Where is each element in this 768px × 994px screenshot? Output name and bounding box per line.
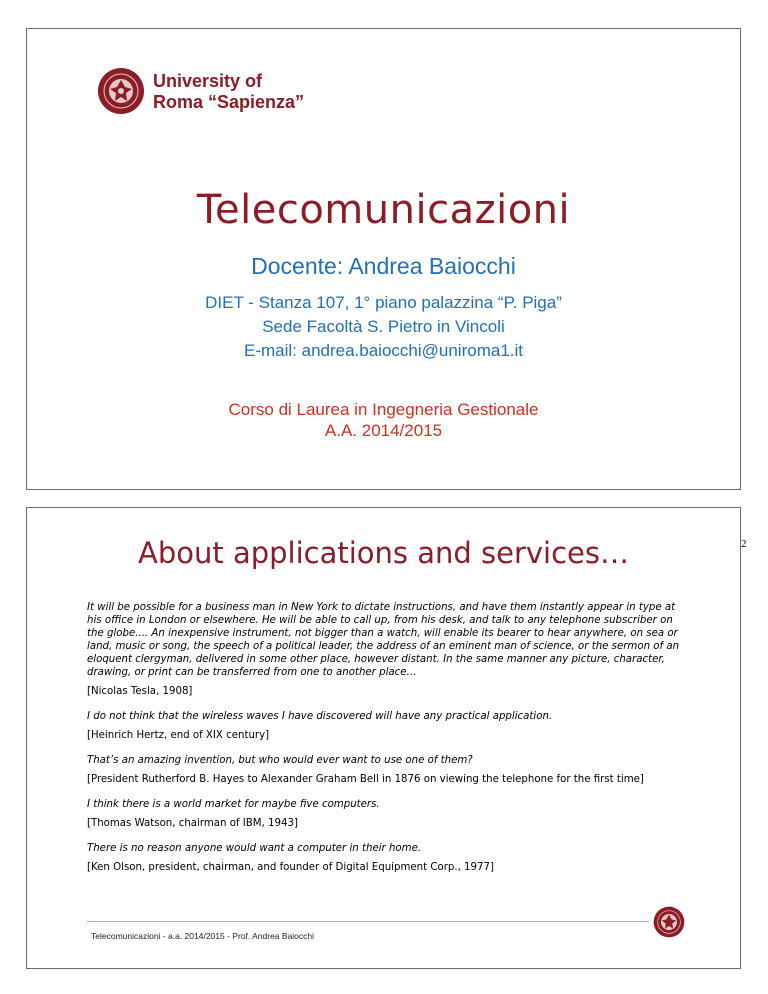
quote-attribution: [Heinrich Hertz, end of XIX century]: [87, 730, 270, 741]
address-line: DIET - Stanza 107, 1° piano palazzina “P. Piga”: [205, 293, 562, 312]
contact-info: [27, 291, 740, 363]
sapienza-seal-icon: [653, 906, 685, 938]
quotes-slide: [26, 507, 741, 969]
quote-text: I think there is a world market for maybe five computers.: [87, 799, 380, 810]
quote-attribution: [Thomas Watson, chairman of IBM, 1943]: [87, 818, 298, 829]
quote-text: I do not think that the wireless waves I have discovered will have any practical application.: [87, 711, 553, 722]
course-info: [27, 399, 740, 441]
quote-text: That’s an amazing invention, but who would ever want to use one of them?: [87, 755, 473, 766]
academic-year-line: A.A. 2014/2015: [324, 421, 443, 440]
quotes-list: [87, 601, 687, 886]
university-line-2: Roma “Sapienza”: [153, 92, 305, 112]
university-line-1: University of: [153, 71, 263, 91]
course-degree-line: Corso di Laurea in Ingegneria Gestionale: [228, 400, 539, 419]
university-name: [153, 71, 373, 113]
course-title: Telecomunicazioni: [196, 187, 571, 233]
title-slide: [26, 28, 741, 490]
quote-text: It will be possible for a business man in New York to dictate instructions, and have them instantly appear in type at his office in London or elsewhere. He will be able to call up, from his desk, and talk to any telephone subscriber on the globe.... An inexpensive instrument, not bigger than a watch, will enable its bearer to hear anywhere, on sea or land, music or song, the speech of a political leader, the address of an eminent man of science, or the sermon of an eloquent clergyman, delivered in some other place, however distant. In the same manner any picture, character, drawing, or print can be transferred from one to another place…: [87, 602, 680, 678]
email-line: E-mail: andrea.baiocchi@uniroma1.it: [244, 341, 523, 360]
footer-divider: [87, 921, 649, 922]
docente-line: Docente: Andrea Baiocchi: [251, 253, 516, 279]
quote-attribution: [Nicolas Tesla, 1908]: [87, 686, 193, 697]
slide-title: About applications and services…: [137, 536, 630, 570]
quote-attribution: [Ken Olson, president, chairman, and founder of Digital Equipment Corp., 1977]: [87, 862, 494, 873]
page-number: 2: [741, 538, 747, 550]
sapienza-seal-icon: [97, 67, 145, 115]
quote-attribution: [President Rutherford B. Hayes to Alexander Graham Bell in 1876 on viewing the telephone for the first time]: [87, 774, 644, 785]
footer-text: Telecomunicazioni - a.a. 2014/2015 - Prof. Andrea Baiocchi: [91, 931, 315, 941]
sede-line: Sede Facoltà S. Pietro in Vincoli: [262, 317, 505, 336]
quote-text: There is no reason anyone would want a computer in their home.: [87, 843, 422, 854]
